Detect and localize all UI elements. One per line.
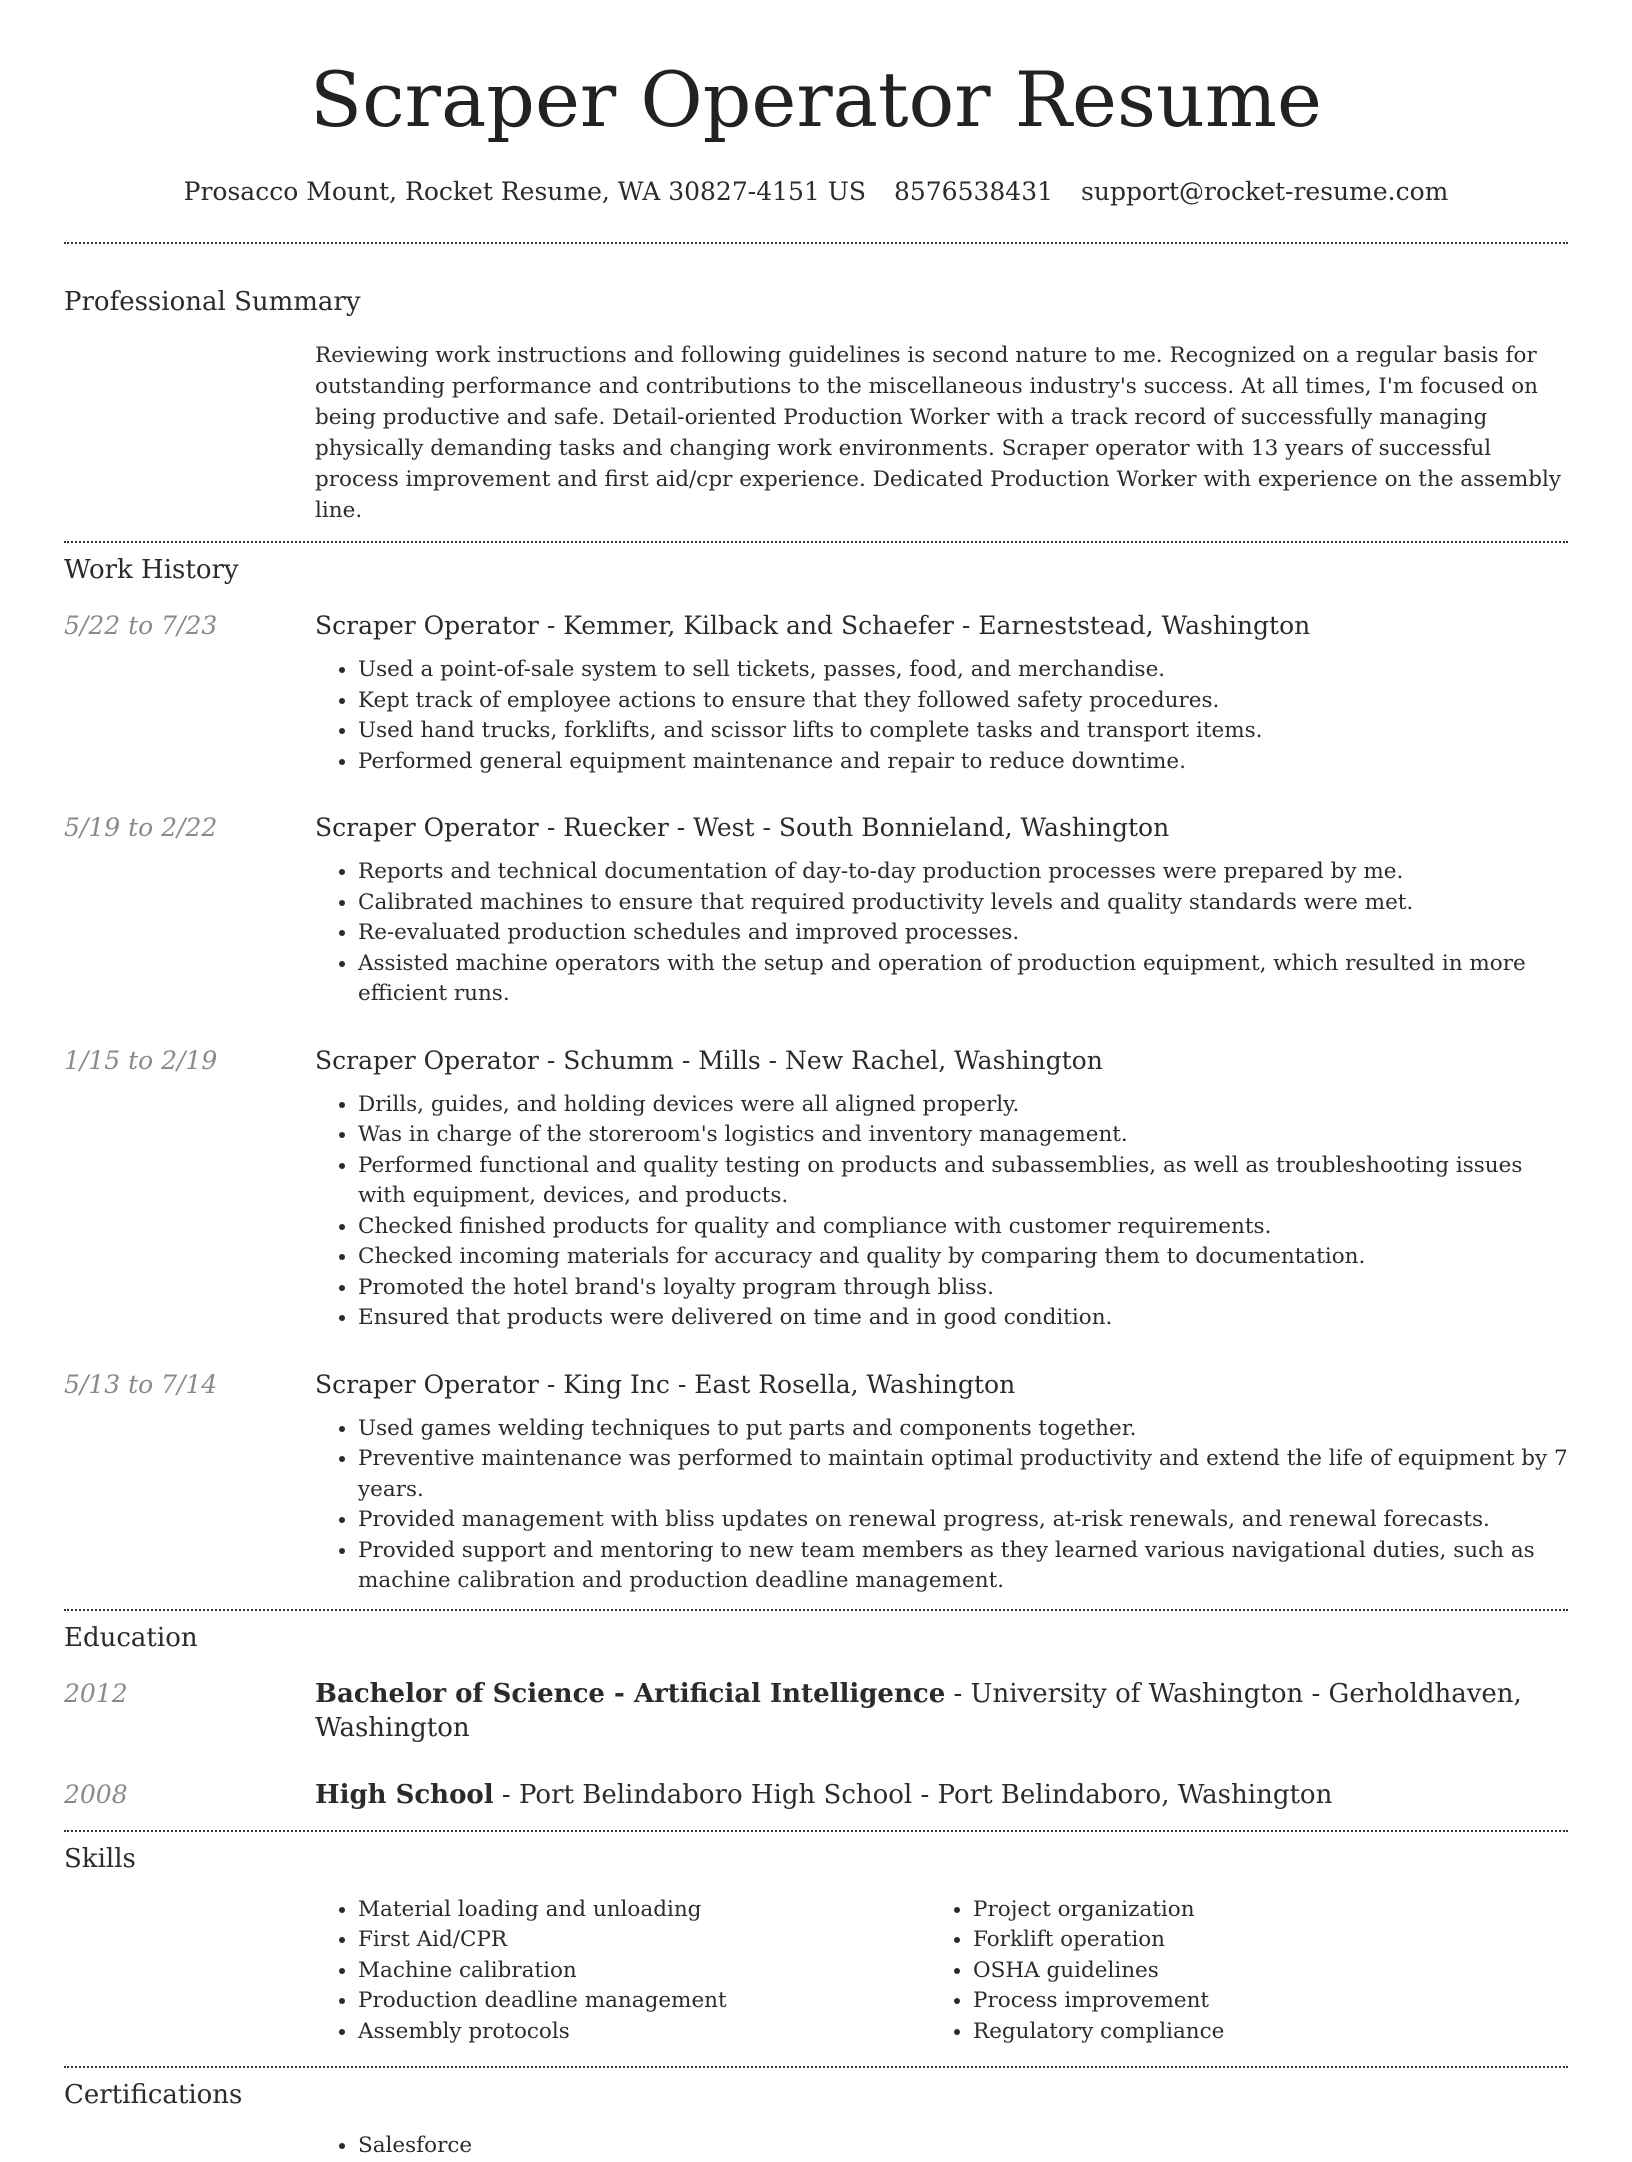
skill-item: • Production deadline management [358, 1986, 930, 2017]
education-title [315, 1778, 1568, 1812]
job-bullets [315, 1090, 1568, 1334]
education-school: - University of Washington - Gerholdhaven, Washington [315, 1678, 1522, 1743]
skills-heading: Skills [64, 1843, 136, 1874]
job-bullet: • Used games welding techniques to put parts and components together. [358, 1414, 1568, 1445]
skill-item: • OSHA guidelines [973, 1956, 1545, 1987]
job-entry [64, 609, 1568, 777]
education-entry [64, 1677, 1568, 1745]
education-year: 2008 [64, 1779, 128, 1809]
contact-address: Prosacco Mount, Rocket Resume, WA 30827-4151 US [183, 177, 866, 206]
job-bullet: • Ensured that products were delivered on time and in good condition. [358, 1303, 1568, 1334]
job-bullet: • Re-evaluated production schedules and improved processes. [358, 918, 1568, 949]
job-bullet: • Used a point-of-sale system to sell tickets, passes, food, and merchandise. [358, 655, 1568, 686]
section-divider [64, 242, 1568, 244]
contact-email: support@rocket-resume.com [1081, 177, 1449, 206]
job-bullet: • Provided support and mentoring to new team members as they learned various navigational duties, such as machine calibration and production deadline management. [358, 1536, 1568, 1597]
certifications-body [315, 2131, 1568, 2162]
resume-page [64, 0, 1568, 2162]
certifications-list [315, 2131, 1568, 2162]
job-entry [64, 811, 1568, 1010]
job-bullet: • Checked finished products for quality and compliance with customer requirements. [358, 1212, 1568, 1243]
job-bullet: • Reports and technical documentation of day-to-day production processes were prepared by me. [358, 857, 1568, 888]
skills-body [315, 1895, 1568, 2048]
skills-list-right [930, 1895, 1545, 2048]
skill-item: • Machine calibration [358, 1956, 930, 1987]
job-dates: 1/15 to 2/19 [64, 1045, 218, 1075]
job-bullet: • Was in charge of the storeroom's logistics and inventory management. [358, 1120, 1568, 1151]
job-entry [64, 1044, 1568, 1334]
summary-body [315, 340, 1568, 526]
job-dates: 5/22 to 7/23 [64, 611, 218, 640]
education-title [315, 1677, 1568, 1745]
skill-item: • Process improvement [973, 1986, 1545, 2017]
skills-list-left [315, 1895, 930, 2048]
certifications-heading: Certifications [64, 2080, 243, 2110]
job-bullet: • Checked incoming materials for accuracy and quality by comparing them to documentation. [358, 1242, 1568, 1273]
work-history-heading: Work History [64, 555, 239, 585]
job-bullets [315, 655, 1568, 777]
job-title: Scraper Operator - Kemmer, Kilback and Schaefer - Earneststead, Washington [315, 611, 1311, 640]
skill-item: • Project organization [973, 1895, 1545, 1926]
section-divider [64, 1609, 1568, 1611]
resume-title: Scraper Operator Resume [310, 55, 1322, 144]
job-title: Scraper Operator - King Inc - East Rosella, Washington [315, 1369, 1016, 1399]
certification-item: • Salesforce [358, 2131, 1568, 2162]
job-bullet: • Promoted the hotel brand's loyalty program through bliss. [358, 1273, 1568, 1304]
section-divider [64, 2066, 1568, 2068]
education-degree: High School [315, 1779, 494, 1810]
skill-item: • Regulatory compliance [973, 2017, 1545, 2048]
job-dates: 5/13 to 7/14 [64, 1369, 218, 1399]
job-bullets [315, 1414, 1568, 1597]
education-heading: Education [64, 1622, 198, 1653]
contact-line [64, 176, 1568, 208]
job-bullet: • Used hand trucks, forklifts, and scissor lifts to complete tasks and transport items. [358, 716, 1568, 747]
job-title: Scraper Operator - Schumm - Mills - New Rachel, Washington [315, 1045, 1103, 1075]
education-year: 2012 [64, 1678, 128, 1708]
section-divider [64, 541, 1568, 543]
summary-heading: Professional Summary [64, 287, 361, 317]
job-bullet: • Performed general equipment maintenance and repair to reduce downtime. [358, 747, 1568, 778]
job-dates: 5/19 to 2/22 [64, 813, 218, 842]
job-title: Scraper Operator - Ruecker - West - South Bonnieland, Washington [315, 813, 1170, 842]
job-bullet: • Assisted machine operators with the setup and operation of production equipment, which resulted in more efficient runs. [358, 949, 1568, 1010]
job-bullet: • Kept track of employee actions to ensure that they followed safety procedures. [358, 686, 1568, 717]
skill-item: • First Aid/CPR [358, 1925, 930, 1956]
job-bullet: • Performed functional and quality testing on products and subassemblies, as well as troubleshooting issues with equipment, devices, and products. [358, 1151, 1568, 1212]
education-degree: Bachelor of Science - Artificial Intelligence [315, 1678, 946, 1709]
job-bullets [315, 857, 1568, 1010]
education-entry [64, 1778, 1568, 1814]
skill-item: • Forklift operation [973, 1925, 1545, 1956]
contact-phone: 8576538431 [893, 177, 1054, 206]
job-bullet: • Preventive maintenance was performed to maintain optimal productivity and extend the life of equipment by 7 years. [358, 1444, 1568, 1505]
job-bullet: • Provided management with bliss updates on renewal progress, at-risk renewals, and renewal forecasts. [358, 1505, 1568, 1536]
education-school: - Port Belindaboro High School - Port Belindaboro, Washington [493, 1779, 1333, 1810]
job-bullet: • Calibrated machines to ensure that required productivity levels and quality standards were met. [358, 888, 1568, 919]
skill-item: • Assembly protocols [358, 2017, 930, 2048]
section-divider [64, 1830, 1568, 1832]
job-bullet: • Drills, guides, and holding devices were all aligned properly. [358, 1090, 1568, 1121]
summary-text: Reviewing work instructions and following guidelines is second nature to me. Recognized on a regular basis for outstanding performance and contributions to the miscellaneous industry's success. At all times, I'm focused on being productive and safe. Detail-oriented Production Worker with a track record of successfully managing physically demanding tasks and changing work environments. Scraper operator with 13 years of successful process improvement and first aid/cpr experience. Dedicated Production Worker with experience on the assembly line. [315, 343, 1562, 523]
skill-item: • Material loading and unloading [358, 1895, 930, 1926]
job-entry [64, 1368, 1568, 1597]
